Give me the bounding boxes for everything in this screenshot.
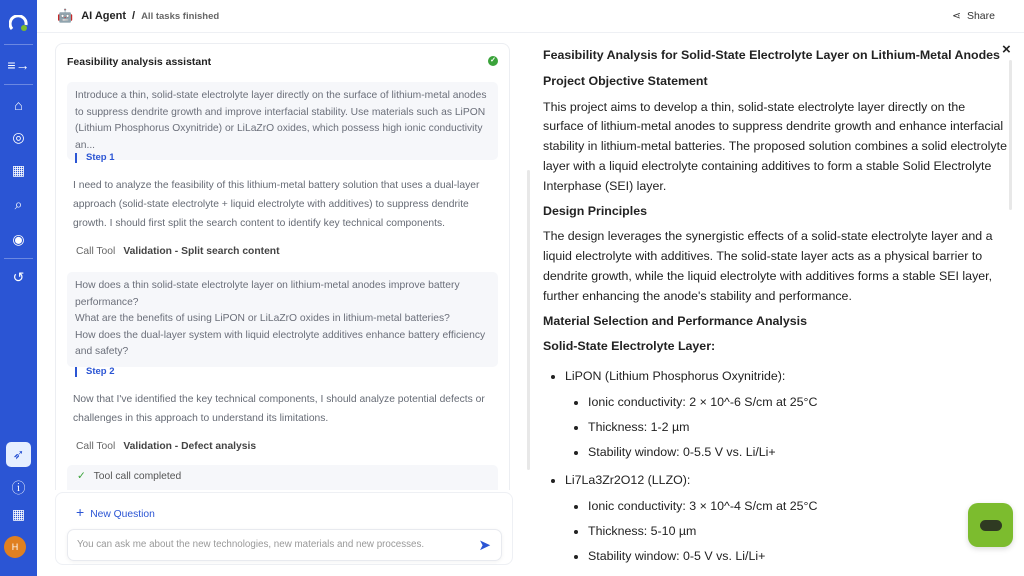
input-placeholder: You can ask me about the new technologies, new materials and new processes. [77, 539, 424, 550]
agent-icon: 🤖 [57, 8, 73, 24]
check-icon: ✓ [77, 471, 86, 482]
list-item: • Ionic conductivity: 3 × 10^-4 S/cm at 25°C [588, 497, 1008, 517]
collapse-menu-icon[interactable]: ≡→ [6, 52, 31, 77]
question-area [55, 492, 513, 565]
step-1-text: I need to analyze the feasibility of this lithium-metal battery solution that uses a dual-layer approach (solid-state electrolyte + liquid electrolyte with additives) to suppress dendrite growth. I should first split the search content to identify key technical components. [67, 176, 498, 233]
new-question-button[interactable] [76, 504, 155, 520]
compass-icon[interactable]: ◎ [6, 125, 31, 150]
call-tool-label: Call Tool [76, 246, 115, 257]
logo-icon [6, 10, 31, 35]
apps-grid-icon[interactable]: ▦ [6, 502, 31, 527]
chat-icon [980, 520, 1002, 531]
rocket-icon[interactable]: ➶ [6, 442, 31, 467]
section-heading: Material Selection and Performance Analysis [543, 312, 1008, 332]
user-query: Introduce a thin, solid-state electrolyte layer directly on the surface of lithium-metal anodes to suppress dendrite growth and improve interfacial stability. Use materials such as LiPON (Lithium Phosphorus Oxynitride) or LiLaZrO oxides, which possess high ionic conductivity an... [67, 82, 498, 160]
tool-name: Validation - Defect analysis [123, 441, 256, 452]
history-icon[interactable]: ↺ [6, 265, 31, 290]
chat-support-button[interactable] [968, 503, 1013, 547]
send-icon[interactable]: ➤ [478, 536, 491, 554]
share-icon: ⋖ [952, 10, 961, 22]
step-2-text: Now that I've identified the key technical components, I should analyze potential defects or challenges in this approach to understand its limitations. [67, 390, 498, 428]
sub-question: How does a thin solid-state electrolyte layer on lithium-metal anodes improve battery performance? [75, 278, 490, 311]
list-item [565, 367, 1008, 463]
tool-status [67, 465, 498, 490]
material-name: Li7La3Zr2O12 (LLZO): [565, 473, 690, 487]
material-name: LiPON (Lithium Phosphorus Oxynitride): [565, 369, 785, 383]
new-question-label: New Question [90, 509, 155, 520]
avatar[interactable]: H [4, 536, 26, 558]
help-icon[interactable]: ⓘ [6, 475, 31, 500]
scrollbar[interactable] [1009, 60, 1012, 210]
section-heading: Solid-State Electrolyte Layer: [543, 337, 1008, 357]
task-panel[interactable] [55, 43, 510, 490]
question-input[interactable] [67, 529, 502, 561]
list-item: • Ionic conductivity: 2 × 10^-6 S/cm at 25°C [588, 393, 1008, 413]
share-label: Share [967, 10, 995, 22]
list-item: • Stability window: 0-5.5 V vs. Li/Li+ [588, 443, 1008, 463]
search-icon[interactable]: ⌕ [6, 192, 31, 217]
report-title: Feasibility Analysis for Solid-State Electrolyte Layer on Lithium-Metal Anodes [543, 46, 1008, 66]
plus-icon: + [76, 504, 84, 520]
paragraph: The design leverages the synergistic effects of a solid-state electrolyte layer and a liquid electrolyte with additives. The solid-state layer acts as a physical barrier to dendrite growth, while the liquid electrolyte with additives forms a stable SEI layer, further enhancing the anode's stability and performance. [543, 227, 1008, 306]
step-2-label: Step 2 [75, 367, 498, 377]
sidebar [0, 0, 37, 576]
check-circle-icon: ✓ [488, 56, 498, 66]
report-content [543, 46, 1008, 572]
section-heading: Design Principles [543, 202, 1008, 222]
step-1-label: Step 1 [75, 153, 498, 163]
material-list [565, 367, 1008, 567]
close-icon[interactable]: × [1002, 41, 1011, 58]
dashboard-icon[interactable]: ▦ [6, 158, 31, 183]
card-title: Feasibility analysis assistant [67, 56, 211, 68]
call-tool-label: Call Tool [76, 441, 115, 452]
status-text: All tasks finished [141, 11, 219, 22]
scrollbar[interactable] [527, 170, 530, 470]
sub-question: What are the benefits of using LiPON or LiLaZrO oxides in lithium-metal batteries? [75, 311, 490, 328]
breadcrumb-separator: / [132, 10, 135, 22]
broadcast-icon[interactable]: ◉ [6, 227, 31, 252]
paragraph: This project aims to develop a thin, solid-state electrolyte layer directly on the surface of lithium-metal anodes to suppress dendrite growth and enhance interfacial stability in lithium-metal batteries. The proposed solution combines a solid electrolyte layer with a liquid electrolyte containing additives to form a stable Solid Electrolyte Interphase (SEI) layer. [543, 98, 1008, 197]
tool-call [67, 246, 498, 257]
sub-questions [67, 272, 498, 367]
tool-status-text: Tool call completed [94, 471, 182, 482]
list-item: • Stability window: 0-5 V vs. Li/Li+ [588, 547, 1008, 567]
tool-call [67, 441, 498, 452]
list-item: • Thickness: 1-2 µm [588, 418, 1008, 438]
share-button[interactable] [952, 10, 995, 22]
list-item [565, 471, 1008, 567]
sub-question: How does the dual-layer system with liquid electrolyte additives enhance battery efficiency and safety? [75, 328, 490, 361]
page-title: AI Agent [81, 10, 126, 22]
tool-name: Validation - Split search content [123, 246, 279, 257]
section-heading: Project Objective Statement [543, 72, 1008, 92]
list-item: • Thickness: 5-10 µm [588, 522, 1008, 542]
home-icon[interactable]: ⌂ [6, 92, 31, 117]
header [37, 0, 1024, 33]
